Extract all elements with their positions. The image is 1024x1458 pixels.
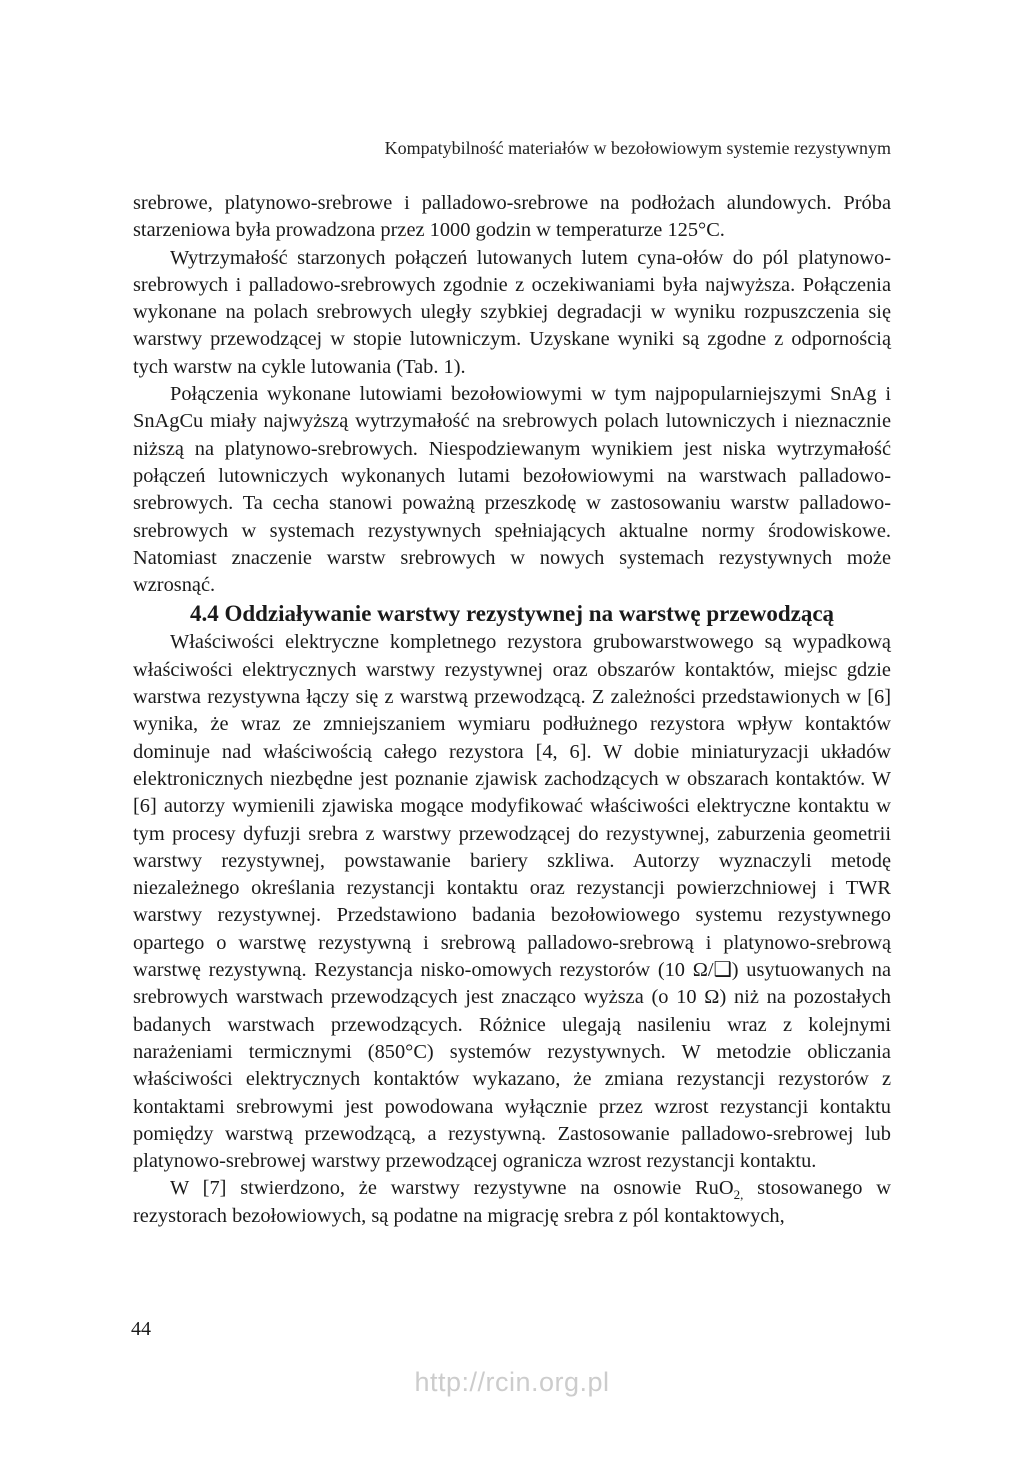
paragraph-ruo2-subscript: 2,: [733, 1187, 744, 1203]
paragraph-aging-strength: Wytrzymałość starzonych połączeń lutowanych lutem cyna-ołów do pól platynowo-srebrowych i palladowo-srebrowych zgodnie z oczekiwaniami była najwyższa. Połączenia wykonane na polach srebrowych uległy szybkiej degradacji w wyniku rozpuszczenia się warstwy przewodzącej w stopie lutowniczym. Uzyskane wyniki są zgodne z odpornością tych warstw na cykle lutowania (Tab. 1).: [133, 246, 891, 378]
paragraph-contact-properties: Właściwości elektryczne kompletnego rezystora grubowarstwowego są wypadkową właściwości elektrycznych warstwy rezystywnej oraz obszarów kontaktów, miejsc gdzie warstwa rezystywna łączy się z warstwą przewodzącą. Z zależności przedstawionych w [6] wynika, że wraz ze zmniejszaniem wymiaru podłużnego rezystora wpływ kontaktów dominuje nad właściwością całego rezystora [4, 6]. W dobie miniaturyzacji układów elektronicznych niezbędne jest poznanie zjawisk zachodzących w obszarach kontaktów. W [6] autorzy wymienili zjawiska mogące modyfikować właściwości elektryczne kontaktu w tym procesy dyfuzji srebra z warstwy przewodzącej do rezystywnej, zaburzenia geometrii warstwy rezystywnej, powstawanie bariery szkliwa. Autorzy wyznaczyli metodę niezależnego określania rezystancji kontaktu oraz rezystancji powierzchniowej i TWR warstwy rezystywnej. Przedstawiono badania bezołowiowego systemu rezystywnego opartego o warstwę rezystywną i srebrową palladowo-srebrową i platynowo-srebrową warstwę rezystywną. Rezystancja nisko-omowych rezystorów (10 Ω/❑) usytuowanych na srebrowych warstwach przewodzących jest znacząco wyższa (o 10 Ω) niż na pozostałych badanych warstwach przewodzących. Różnice ulegają nasileniu wraz z kolejnymi narażeniami termicznymi (850°C) systemów rezystywnych. W metodzie obliczania właściwości elektrycznych kontaktów wykazano, że zmiana rezystancji rezystorów z kontaktami srebrowymi jest powodowana wyłącznie przez wzrost rezystancji kontaktu pomiędzy warstwą przewodzącą, a rezystywną. Zastosowanie palladowo-srebrowej lub platynowo-srebrowej warstwy przewodzącej ogranicza wzrost rezystancji kontaktu.: [133, 631, 891, 1173]
body-text: [133, 190, 891, 1230]
paragraph-ruo2-migration: [133, 1175, 891, 1230]
section-heading: 4.4 Oddziaływanie warstwy rezystywnej na warstwę przewodzącą: [189, 601, 835, 627]
paragraph-ruo2-text-b: stosowanego w rezystorach bezołowiowych, są podatne na migrację srebra z pól kontaktowych,: [133, 1177, 891, 1227]
page-number: 44: [131, 1318, 151, 1340]
source-url-watermark: http://rcin.org.pl: [414, 1367, 610, 1397]
paragraph-lead-free-solders: Połączenia wykonane lutowiami bezołowiowymi w tym najpopularniejszymi SnAg i SnAgCu miały najwyższą wytrzymałość na srebrowych polach lutowniczych i nieznacznie niższą na platynowo-srebrowych. Niespodziewanym wynikiem jest niska wytrzymałość połączeń lutowniczych wykonanych lutami bezołowiowymi na warstwach palladowo-srebrowych. Ta cecha stanowi poważną przeszkodę w zastosowaniu warstw palladowo-srebrowych w systemach rezystywnych spełniających aktualne normy środowiskowe. Natomiast znaczenie warstw srebrowych w nowych systemach rezystywnych może wzrosnąć.: [133, 383, 891, 597]
paragraph-ruo2-text-a: W [7] stwierdzono, że warstwy rezystywne na osnowie RuO: [170, 1177, 734, 1200]
running-header: Kompatybilność materiałów w bezołowiowym systemie rezystywnym: [384, 138, 891, 158]
paragraph-continuation: srebrowe, platynowo-srebrowe i palladowo-srebrowe na podłożach alundowych. Próba starzeniowa była prowadzona przez 1000 godzin w temperaturze 125°C.: [133, 192, 891, 242]
